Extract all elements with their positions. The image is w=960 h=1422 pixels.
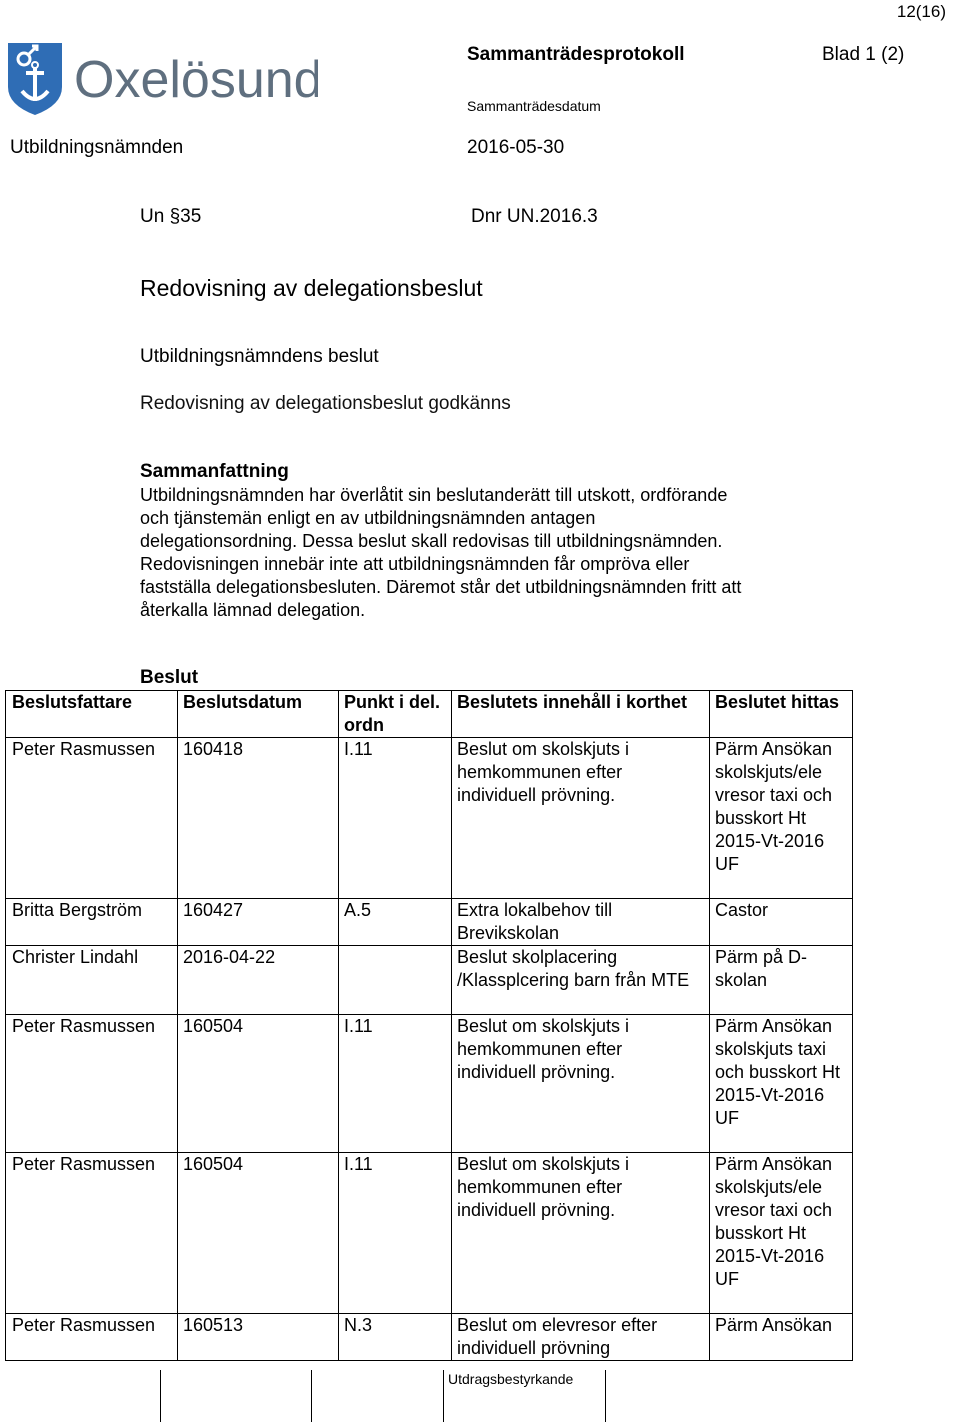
cell-decision-date: 160418 xyxy=(178,738,339,899)
cell-location: Pärm Ansökan skolskjuts/ele vresor taxi och busskort Ht 2015-Vt-2016 UF xyxy=(710,738,853,899)
meeting-date-label: Sammanträdesdatum xyxy=(467,98,601,114)
cell-delegation-point: N.3 xyxy=(339,1314,452,1361)
committee-name: Utbildningsnämnden xyxy=(10,137,184,158)
attestation-label: Utdragsbestyrkande xyxy=(448,1371,574,1387)
signature-box-divider xyxy=(311,1370,312,1422)
coat-of-arms-icon xyxy=(8,43,318,115)
municipality-logo xyxy=(8,43,318,115)
table-row xyxy=(6,1153,853,1314)
logo-wordmark: Oxelösund xyxy=(74,51,318,109)
table-row xyxy=(6,738,853,899)
cell-decision-maker: Britta Bergström xyxy=(6,899,178,946)
summary-text xyxy=(140,484,840,622)
cell-delegation-point: I.11 xyxy=(339,738,452,899)
signature-box-divider xyxy=(605,1370,606,1422)
cell-location: Pärm Ansökan skolskjuts taxi och busskort Ht 2015-Vt-2016 UF xyxy=(710,1015,853,1153)
cell-delegation-point xyxy=(339,946,452,1015)
signature-box-divider xyxy=(160,1370,161,1422)
case-number: Dnr UN.2016.3 xyxy=(471,206,598,227)
table-header-row xyxy=(6,691,853,738)
cell-location: Pärm Ansökan skolskjuts/ele vresor taxi och busskort Ht 2015-Vt-2016 UF xyxy=(710,1153,853,1314)
signature-box-divider xyxy=(443,1370,444,1422)
summary-line: Utbildningsnämnden har överlåtit sin beslutanderätt till utskott, ordförande xyxy=(140,485,728,505)
summary-line: Redovisningen innebär inte att utbildningsnämnden får ompröva eller xyxy=(140,554,690,574)
column-header: Beslutsdatum xyxy=(178,691,339,738)
summary-line: och tjänstemän enligt en av utbildningsnämnden antagen xyxy=(140,508,596,528)
cell-content: Beslut om elevresor efter individuell prövning xyxy=(452,1314,710,1361)
cell-decision-maker: Peter Rasmussen xyxy=(6,738,178,899)
cell-decision-maker: Peter Rasmussen xyxy=(6,1015,178,1153)
table-row xyxy=(6,946,853,1015)
cell-content: Beslut om skolskjuts i hemkommunen efter individuell prövning. xyxy=(452,1153,710,1314)
table-row xyxy=(6,1015,853,1153)
summary-line: delegationsordning. Dessa beslut skall redovisas till utbildningsnämnden. xyxy=(140,531,723,551)
cell-location: Castor xyxy=(710,899,853,946)
cell-content: Beslut om skolskjuts i hemkommunen efter individuell prövning. xyxy=(452,1015,710,1153)
decision-text: Redovisning av delegationsbeslut godkänns xyxy=(140,393,511,414)
cell-content: Beslut skolplacering /Klassplcering barn från MTE xyxy=(452,946,710,1015)
cell-decision-date: 160504 xyxy=(178,1153,339,1314)
decisions-heading: Beslut xyxy=(140,667,199,688)
cell-decision-date: 160504 xyxy=(178,1015,339,1153)
summary-line: fastställa delegationsbesluten. Däremot står det utbildningsnämnden fritt att xyxy=(140,577,742,597)
summary-line: återkalla lämnad delegation. xyxy=(140,600,366,620)
cell-decision-date: 2016-04-22 xyxy=(178,946,339,1015)
table-row xyxy=(6,899,853,946)
sheet-number: Blad 1 (2) xyxy=(822,44,905,65)
cell-location: Pärm på D-skolan xyxy=(710,946,853,1015)
cell-decision-maker: Peter Rasmussen xyxy=(6,1153,178,1314)
column-header: Beslutet hittas xyxy=(710,691,853,738)
cell-content: Beslut om skolskjuts i hemkommunen efter individuell prövning. xyxy=(452,738,710,899)
cell-decision-date: 160427 xyxy=(178,899,339,946)
section-number: Un §35 xyxy=(140,206,202,227)
meeting-date: 2016-05-30 xyxy=(467,137,565,158)
column-header: Beslutsfattare xyxy=(6,691,178,738)
cell-decision-date: 160513 xyxy=(178,1314,339,1361)
column-header: Punkt i del. ordn xyxy=(339,691,452,738)
column-header: Beslutets innehåll i korthet xyxy=(452,691,710,738)
cell-delegation-point: A.5 xyxy=(339,899,452,946)
item-title: Redovisning av delegationsbeslut xyxy=(140,275,483,301)
cell-decision-maker: Peter Rasmussen xyxy=(6,1314,178,1361)
table-row xyxy=(6,1314,853,1361)
summary-heading: Sammanfattning xyxy=(140,461,289,482)
cell-delegation-point: I.11 xyxy=(339,1015,452,1153)
cell-delegation-point: I.11 xyxy=(339,1153,452,1314)
document-title: Sammanträdesprotokoll xyxy=(467,44,685,65)
decision-heading: Utbildningsnämndens beslut xyxy=(140,346,379,367)
cell-content: Extra lokalbehov till Brevikskolan xyxy=(452,899,710,946)
cell-location: Pärm Ansökan xyxy=(710,1314,853,1361)
cell-decision-maker: Christer Lindahl xyxy=(6,946,178,1015)
page-number: 12(16) xyxy=(896,2,946,21)
delegation-decisions-table xyxy=(5,690,853,1361)
